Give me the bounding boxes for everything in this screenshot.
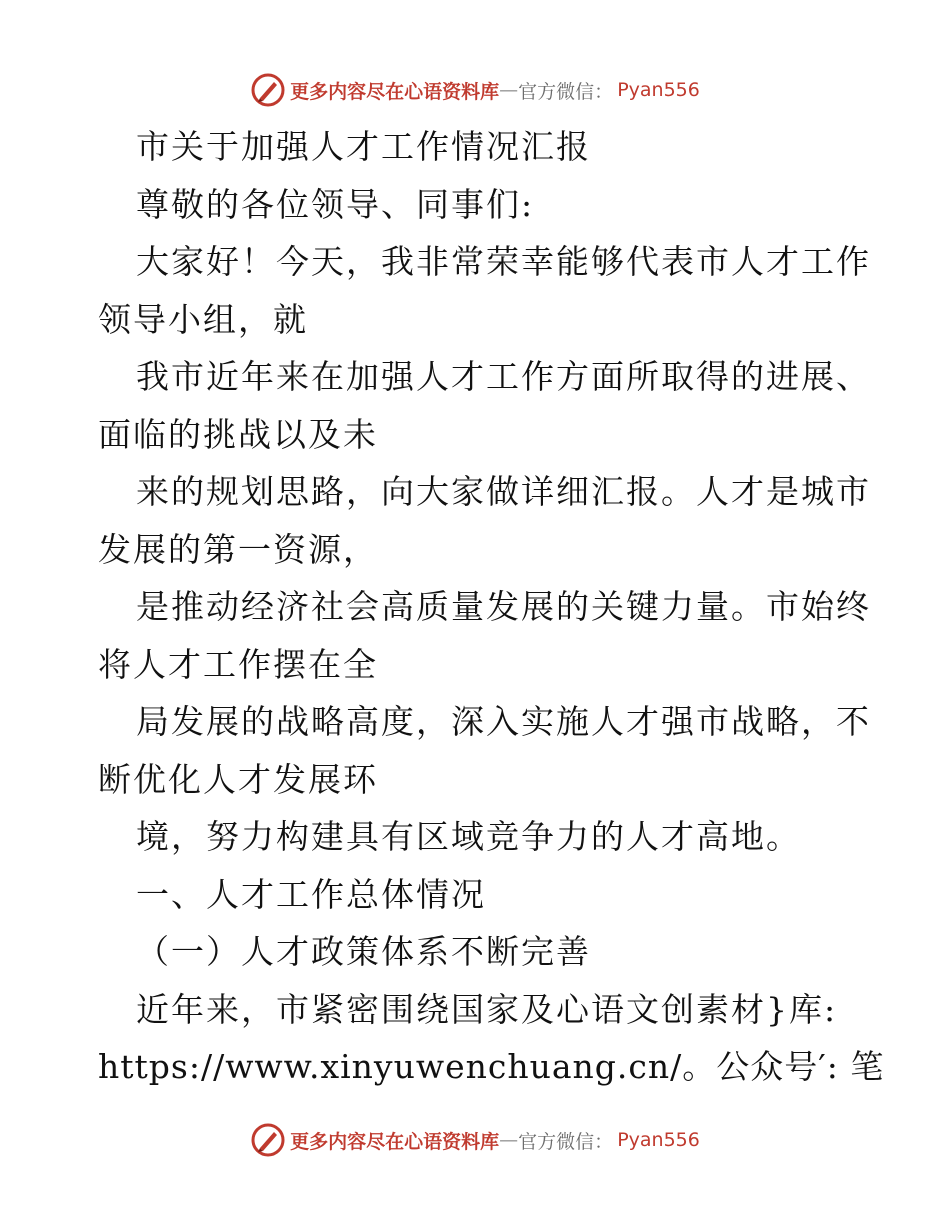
pen-logo-icon — [250, 72, 286, 108]
paragraph-line: 近年来，市紧密围绕国家及心语文创素材}库: — [136, 989, 838, 1029]
footer-banner — [0, 1120, 950, 1160]
banner-account: Pyan556 — [617, 1129, 700, 1151]
paragraph-line: 发展的第一资源， — [98, 529, 378, 569]
paragraph-line: 断优化人才发展环 — [98, 759, 378, 799]
pen-logo-icon — [250, 1122, 286, 1158]
banner-label: 官方微信： — [518, 80, 614, 103]
paragraph-line: 来的规划思路，向大家做详细汇报。人才是城市 — [136, 472, 871, 511]
paragraph-line: 境，努力构建具有区域竞争力的人才高地。 — [136, 817, 801, 856]
document-title: 市关于加强人才工作情况汇报 — [136, 127, 591, 166]
paragraph-line: 领导小组，就 — [98, 299, 308, 339]
paragraph-line: 我市近年来在加强人才工作方面所取得的进展、 — [136, 357, 871, 396]
banner-text: 更多内容尽在心语资料库 — [290, 80, 500, 103]
document-body — [98, 118, 885, 1096]
paragraph-line: 大家好！今天，我非常荣幸能够代表市人才工作 — [136, 242, 871, 281]
paragraph-line: 是推动经济社会高质量发展的关键力量。市始终 — [136, 587, 871, 626]
url-line: https://www.xinyuwenchuang.cn/。公众号′: 笔 — [98, 1047, 885, 1086]
banner-account: Pyan556 — [617, 79, 700, 101]
banner-label: 官方微信： — [518, 1130, 614, 1153]
section-heading: 一、人才工作总体情况 — [136, 874, 486, 914]
banner-separator: — — [499, 79, 519, 101]
subsection-heading: （一）人才政策体系不断完善 — [136, 932, 591, 971]
paragraph-line: 面临的挑战以及未 — [98, 414, 378, 454]
salutation: 尊敬的各位领导、同事们: — [136, 184, 535, 224]
paragraph-line: 局发展的战略高度，深入实施人才强市战略，不 — [136, 702, 871, 741]
banner-separator: — — [499, 1129, 519, 1151]
paragraph-line: 将人才工作摆在全 — [98, 644, 378, 684]
banner-text: 更多内容尽在心语资料库 — [290, 1130, 500, 1153]
header-banner — [0, 70, 950, 110]
